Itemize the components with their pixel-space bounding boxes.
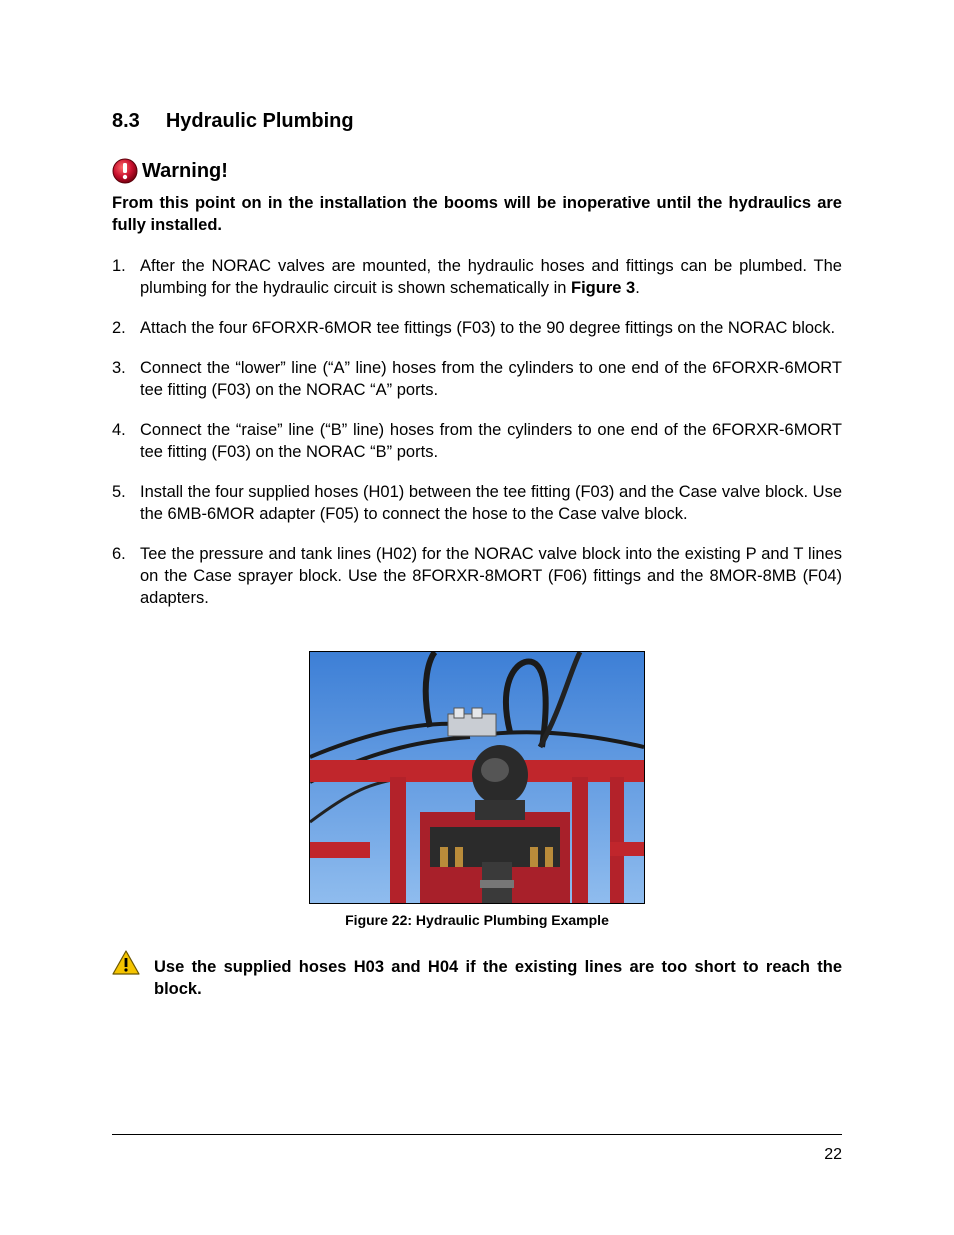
section-title: Hydraulic Plumbing <box>165 110 354 132</box>
list-item-text: Attach the four 6FORXR-6MOR tee fittings (F03) to the 90 degree fittings on the NORAC block. <box>140 319 836 337</box>
list-item <box>112 317 842 339</box>
alert-circle-icon <box>112 158 138 184</box>
list-item <box>112 543 842 609</box>
list-item-tail: . <box>635 279 640 297</box>
caution-text: Use the supplied hoses H03 and H04 if the existing lines are too short to reach the block. <box>154 958 842 998</box>
list-item-number: 6. <box>112 545 126 563</box>
instruction-list <box>112 255 842 627</box>
list-item-text: Tee the pressure and tank lines (H02) for the NORAC valve block into the existing P and T lines on the Case sprayer block. Use the 8FORXR-8MORT (F06) fittings and the 8MOR-8MB (F04) adapters. <box>140 545 842 607</box>
caution-triangle-icon <box>112 950 140 981</box>
section-heading <box>112 110 842 133</box>
list-item-number: 5. <box>112 483 126 501</box>
list-item-text: Connect the “raise” line (“B” line) hoses from the cylinders to one end of the 6FORXR-6MORT tee fitting (F03) on the NORAC “B” ports. <box>140 421 842 461</box>
figure-reference: Figure 3 <box>571 279 636 297</box>
list-item-number: 4. <box>112 421 126 439</box>
list-item <box>112 481 842 525</box>
list-item-text: Connect the “lower” line (“A” line) hoses from the cylinders to one end of the 6FORXR-6MORT tee fitting (F03) on the NORAC “A” ports. <box>140 359 842 399</box>
warning-text: From this point on in the installation the booms will be inoperative until the hydraulics are fully installed. <box>112 194 842 234</box>
warning-title: Warning! <box>142 159 228 182</box>
list-item-number: 3. <box>112 359 126 377</box>
page-number: 22 <box>824 1146 842 1163</box>
warning-header <box>112 158 842 184</box>
hydraulic-plumbing-photo <box>309 651 645 904</box>
list-item <box>112 419 842 463</box>
section-number: 8.3 <box>112 110 140 132</box>
figure-caption: Figure 22: Hydraulic Plumbing Example <box>345 912 609 928</box>
list-item-text: Install the four supplied hoses (H01) between the tee fitting (F03) and the Case valve block. Use the 6MB-6MOR adapter (F05) to connect the hose to the Case valve block. <box>140 483 842 523</box>
list-item-text: After the NORAC valves are mounted, the hydraulic hoses and fittings can be plumbed. The plumbing for the hydraulic circuit is shown schematically in <box>140 257 842 297</box>
footer-divider <box>112 1134 842 1135</box>
list-item-number: 1. <box>112 257 126 275</box>
list-item-number: 2. <box>112 319 126 337</box>
list-item <box>112 357 842 401</box>
list-item <box>112 255 842 299</box>
